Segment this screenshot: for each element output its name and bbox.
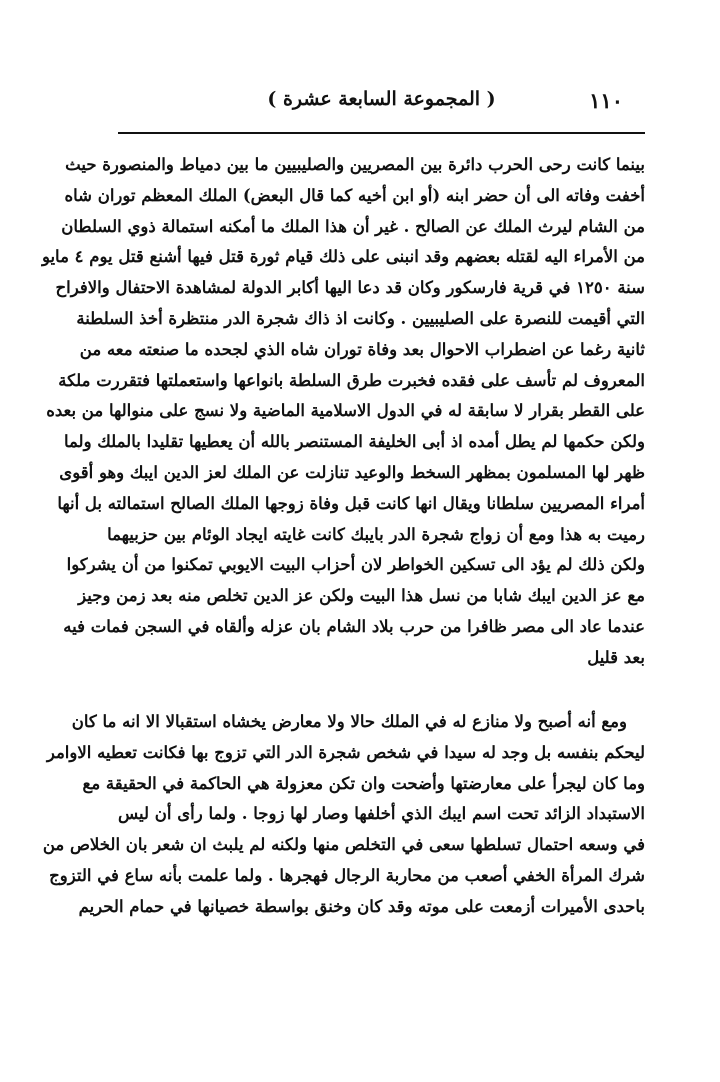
text-line: في وسعه احتمال تسلطها سعى في التخلص منها ولكنه لم يلبث ان شعر بان الخلاص من: [42, 835, 645, 855]
text-line: من الأمراء اليه لقتله بعضهم وقد انبنى على ذلك قيام ثورة قتل فيها أشنع قتل يوم ٤ مايو: [41, 247, 645, 267]
text-line: التي أقيمت للنصرة على الصليبيين . وكانت اذ ذاك شجرة الدر منتظرة أخذ السلطنة: [76, 308, 645, 328]
page-header: [118, 88, 645, 124]
page-number: ١١٠: [589, 88, 623, 113]
text-line: مع عز الدين ايبك شابا من نسل هذا البيت ولكن عز الدين تخلص منه بعد زمن وجيز: [78, 586, 645, 606]
text-line: أخفت وفاته الى أن حضر ابنه (أو ابن أخيه كما قال البعض) الملك المعظم توران شاه: [64, 185, 645, 205]
text-line: ومع أنه أصبح ولا منازع له في الملك حالا ولا معارض يخشاه استقبالا الا انه ما كان: [71, 712, 627, 731]
text-line: الاستبداد الزائد تحت اسم ايبك الذي أخلفها وصار لها زوجا . ولما رأى أن ليس: [118, 804, 645, 824]
text-line: باحدى الأميرات أزمعت على موته وقد كان وخنق بواسطة خصيانها في حمام الحريم: [78, 896, 645, 916]
text-line: عندما عاد الى مصر ظافرا من حرب بلاد الشام بان عزله وألقاه في السجن فمات فيه: [63, 616, 645, 636]
text-line: بعد قليل: [587, 647, 645, 667]
text-line: أمراء المصريين سلطانا ويقال انها كانت قبل وفاة زوجها الملك الصالح استمالته بل أنها: [57, 493, 645, 513]
running-title: ( المجموعة السابعة عشرة ): [267, 88, 496, 110]
text-line: ولكن حكمها لم يطل أمده اذ أبى الخليفة المستنصر بالله أن يعطيها تقليدا بالملك ولما: [63, 432, 645, 452]
header-rule: [118, 132, 645, 134]
text-line: شرك المرأة الخفي أصعب من محاربة الرجال فهجرها . ولما علمت بأنه ساع في التزوج: [49, 865, 645, 885]
text-line: من الشام ليرث الملك عن الصالح . غير أن هذا الملك ما أمكنه استمالة ذوي السلطان: [61, 216, 645, 236]
text-line: المعروف لم تأسف على فقده فخبرت طرق السلطة بانواعها واستعملتها فتقررت ملكة: [58, 370, 645, 390]
text-line: ظهر لها المسلمون بمظهر السخط والوعيد تنازلت عن الملك لعز الدين ايبك وهو أقوى: [59, 462, 645, 482]
text-line: سنة ١٢٥٠ في قرية فارسكور وكان قد دعا اليها أكابر الدولة لمشاهدة الاحتفال والافراح: [55, 278, 645, 298]
text-line: ثانية رغما عن اضطراب الاحوال بعد وفاة توران شاه الذي لجحده ما صنعته معه من: [79, 339, 645, 359]
text-line: ولكن ذلك لم يؤد الى تسكين الخواطر لان أحزاب البيت الايوبي تمكنوا من أن يشركوا: [66, 555, 645, 575]
text-line: بينما كانت رحى الحرب دائرة بين المصريين والصليبيين ما بين دمياط والمنصورة حيث: [65, 155, 645, 174]
paragraph-1: [41, 150, 645, 674]
text-line: على القطر بقرار لا سابقة له في الدول الاسلامية الماضية ولا نسج على منوالها من بعده: [46, 401, 645, 421]
text-line: ليحكم بنفسه بل وجد له سيدا في شخص شجرة الدر التي تزوج بها فكانت تعطيه الاوامر: [46, 742, 645, 762]
text-line: وما كان ليجرأ على معارضتها وأضحت وان تكن معزولة هي الحاكمة في الحقيقة مع: [82, 773, 645, 793]
text-line: رميت به هذا ومع أن زواج شجرة الدر بايبك كانت غايته ايجاد الوئام بين حزبيهما: [107, 524, 645, 544]
paragraph-2: [42, 707, 645, 923]
